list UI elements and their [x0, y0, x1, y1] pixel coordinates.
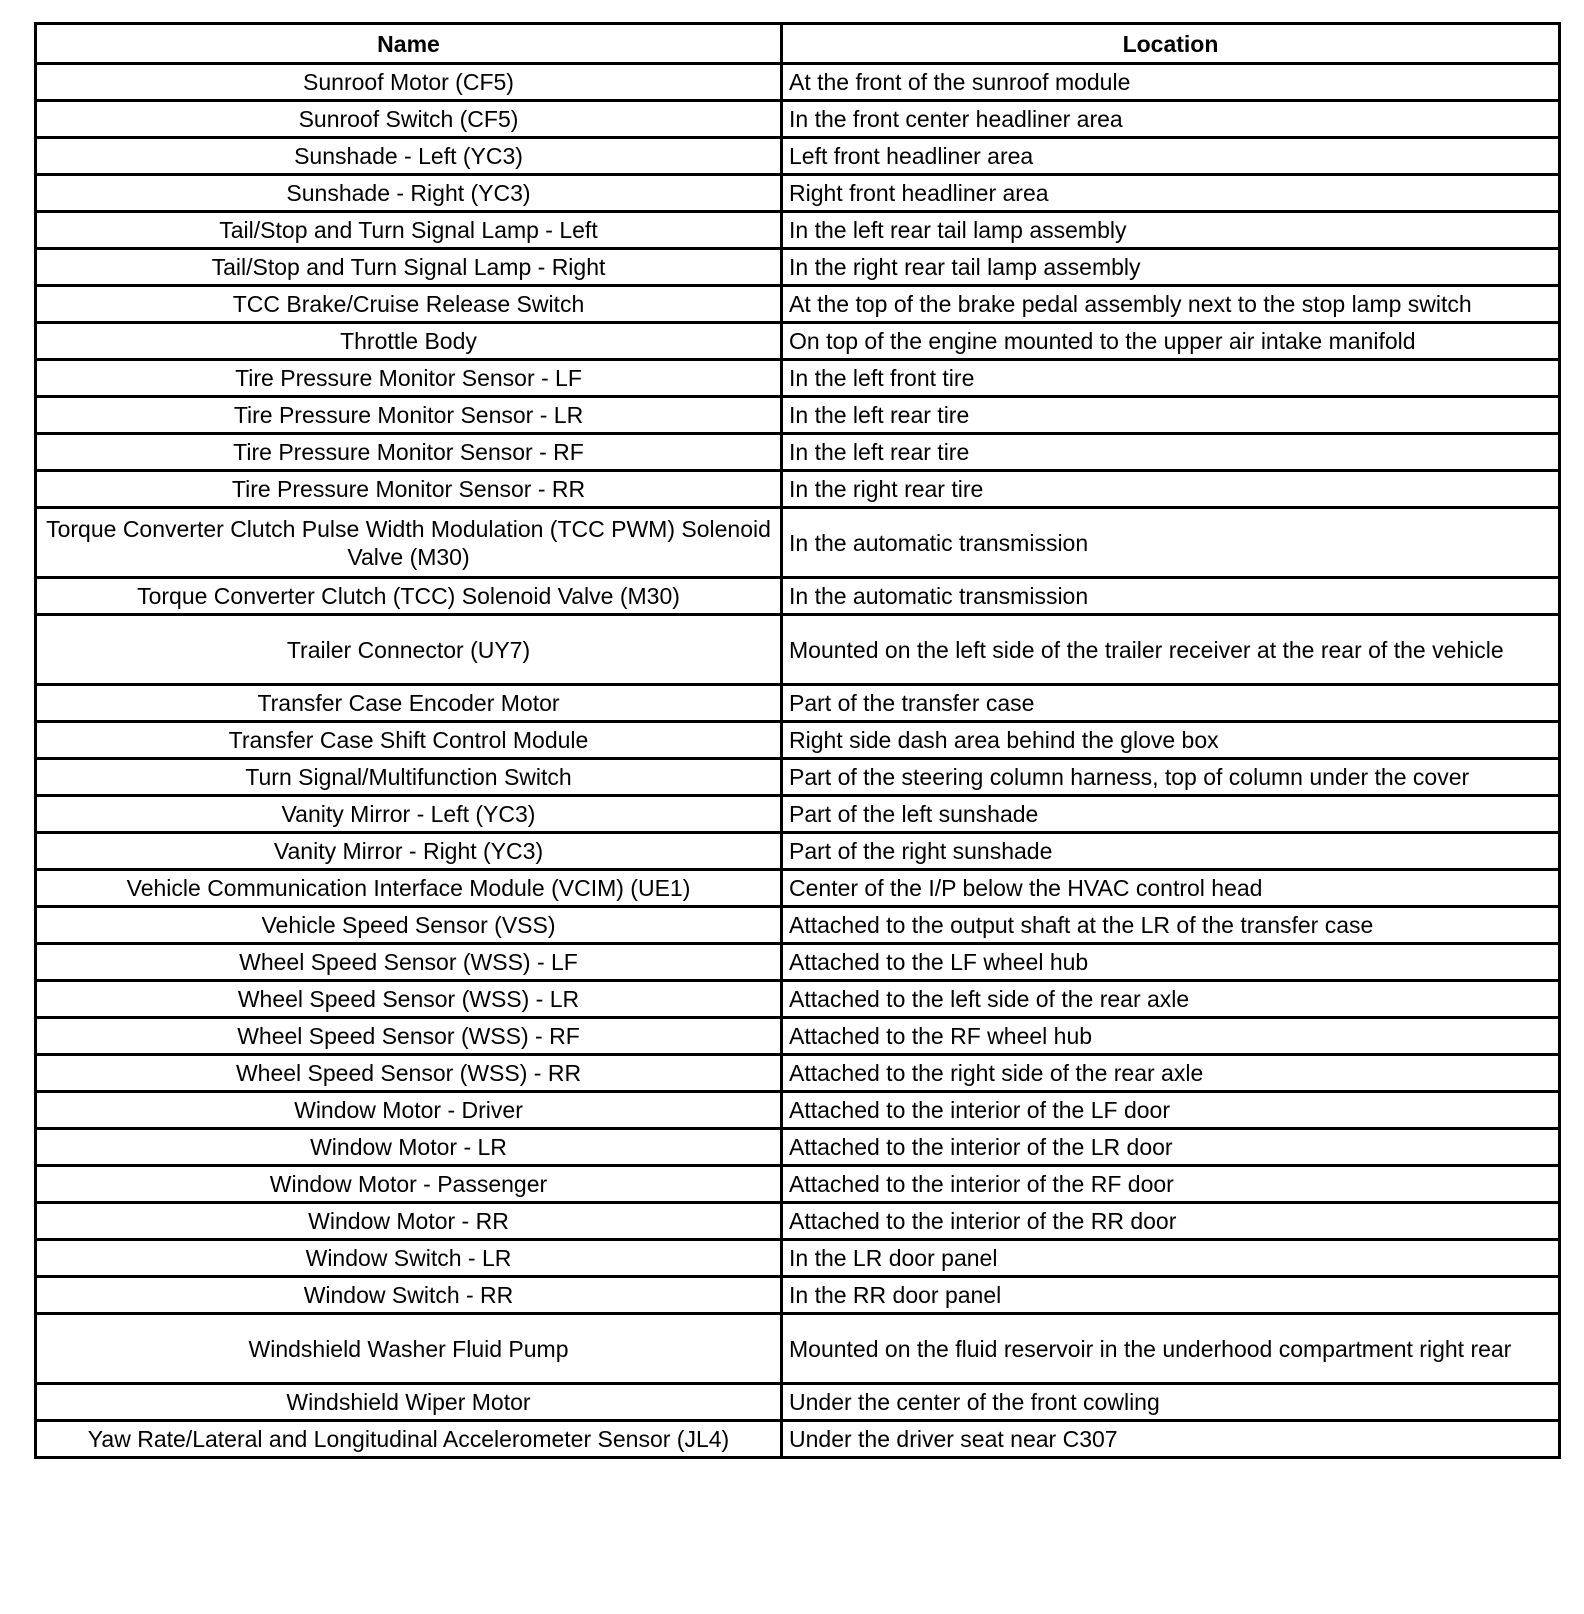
component-location-cell: Right front headliner area: [782, 175, 1560, 212]
component-name-cell: Window Motor - Passenger: [36, 1166, 782, 1203]
component-name-cell: Vanity Mirror - Right (YC3): [36, 833, 782, 870]
component-location-cell: Attached to the interior of the RR door: [782, 1203, 1560, 1240]
table-row: [36, 759, 1560, 796]
component-location-cell: Attached to the interior of the LR door: [782, 1129, 1560, 1166]
component-location-cell: Under the driver seat near C307: [782, 1421, 1560, 1458]
component-name-cell: Wheel Speed Sensor (WSS) - LF: [36, 944, 782, 981]
component-location-cell: Attached to the right side of the rear axle: [782, 1055, 1560, 1092]
component-name-cell: Turn Signal/Multifunction Switch: [36, 759, 782, 796]
component-location-cell: In the automatic transmission: [782, 508, 1560, 578]
component-location-cell: In the left rear tire: [782, 397, 1560, 434]
component-location-cell: Right side dash area behind the glove box: [782, 722, 1560, 759]
component-location-cell: At the front of the sunroof module: [782, 64, 1560, 101]
component-name-cell: Window Motor - LR: [36, 1129, 782, 1166]
table-row: [36, 101, 1560, 138]
table-row: [36, 249, 1560, 286]
component-name-cell: Window Motor - RR: [36, 1203, 782, 1240]
component-name-cell: Wheel Speed Sensor (WSS) - RR: [36, 1055, 782, 1092]
component-location-cell: Center of the I/P below the HVAC control head: [782, 870, 1560, 907]
component-name-cell: Tail/Stop and Turn Signal Lamp - Right: [36, 249, 782, 286]
component-location-cell: Part of the left sunshade: [782, 796, 1560, 833]
component-location-cell: In the front center headliner area: [782, 101, 1560, 138]
component-name-cell: Throttle Body: [36, 323, 782, 360]
component-location-cell: In the automatic transmission: [782, 578, 1560, 615]
table-row: [36, 212, 1560, 249]
component-location-cell: In the left rear tire: [782, 434, 1560, 471]
table-row: [36, 286, 1560, 323]
component-locator-sheet: [34, 22, 1558, 1459]
table-row: [36, 64, 1560, 101]
component-locator-table: [34, 22, 1561, 1459]
table-row: [36, 833, 1560, 870]
table-row: [36, 1055, 1560, 1092]
table-row: [36, 1166, 1560, 1203]
table-row: [36, 685, 1560, 722]
component-location-cell: In the LR door panel: [782, 1240, 1560, 1277]
component-location-cell: Attached to the output shaft at the LR of the transfer case: [782, 907, 1560, 944]
table-row: [36, 578, 1560, 615]
component-name-cell: Sunroof Motor (CF5): [36, 64, 782, 101]
component-location-cell: Attached to the interior of the RF door: [782, 1166, 1560, 1203]
component-name-cell: Torque Converter Clutch Pulse Width Modulation (TCC PWM) Solenoid Valve (M30): [36, 508, 782, 578]
component-name-cell: Sunshade - Left (YC3): [36, 138, 782, 175]
table-row: [36, 397, 1560, 434]
component-location-cell: In the left front tire: [782, 360, 1560, 397]
table-row: [36, 175, 1560, 212]
component-name-cell: Torque Converter Clutch (TCC) Solenoid Valve (M30): [36, 578, 782, 615]
table-row: [36, 722, 1560, 759]
component-name-cell: Tire Pressure Monitor Sensor - LR: [36, 397, 782, 434]
component-name-cell: Window Motor - Driver: [36, 1092, 782, 1129]
component-name-cell: Tail/Stop and Turn Signal Lamp - Left: [36, 212, 782, 249]
table-row: [36, 981, 1560, 1018]
component-location-cell: Mounted on the fluid reservoir in the underhood compartment right rear: [782, 1314, 1560, 1384]
table-row: [36, 796, 1560, 833]
component-location-cell: Attached to the left side of the rear axle: [782, 981, 1560, 1018]
component-location-cell: Attached to the interior of the LF door: [782, 1092, 1560, 1129]
component-name-cell: Wheel Speed Sensor (WSS) - LR: [36, 981, 782, 1018]
table-row: [36, 434, 1560, 471]
component-name-cell: Trailer Connector (UY7): [36, 615, 782, 685]
component-name-cell: Vehicle Communication Interface Module (VCIM) (UE1): [36, 870, 782, 907]
component-name-cell: Wheel Speed Sensor (WSS) - RF: [36, 1018, 782, 1055]
component-name-cell: Vanity Mirror - Left (YC3): [36, 796, 782, 833]
component-location-cell: In the RR door panel: [782, 1277, 1560, 1314]
table-row: [36, 944, 1560, 981]
component-name-cell: Tire Pressure Monitor Sensor - RR: [36, 471, 782, 508]
component-name-cell: Window Switch - RR: [36, 1277, 782, 1314]
table-row: [36, 1129, 1560, 1166]
table-row: [36, 138, 1560, 175]
component-name-cell: Transfer Case Encoder Motor: [36, 685, 782, 722]
component-location-cell: Under the center of the front cowling: [782, 1384, 1560, 1421]
table-row: [36, 870, 1560, 907]
table-row: [36, 1240, 1560, 1277]
table-body: [36, 64, 1560, 1458]
component-location-cell: Part of the right sunshade: [782, 833, 1560, 870]
table-row: [36, 1277, 1560, 1314]
table-row: [36, 1314, 1560, 1384]
component-location-cell: In the right rear tire: [782, 471, 1560, 508]
component-location-cell: Left front headliner area: [782, 138, 1560, 175]
component-name-cell: Tire Pressure Monitor Sensor - RF: [36, 434, 782, 471]
table-row: [36, 360, 1560, 397]
component-name-cell: Tire Pressure Monitor Sensor - LF: [36, 360, 782, 397]
component-location-cell: In the left rear tail lamp assembly: [782, 212, 1560, 249]
component-name-cell: Vehicle Speed Sensor (VSS): [36, 907, 782, 944]
component-location-cell: At the top of the brake pedal assembly next to the stop lamp switch: [782, 286, 1560, 323]
component-name-cell: Sunshade - Right (YC3): [36, 175, 782, 212]
component-name-cell: Sunroof Switch (CF5): [36, 101, 782, 138]
component-location-cell: Part of the steering column harness, top of column under the cover: [782, 759, 1560, 796]
component-location-cell: Attached to the LF wheel hub: [782, 944, 1560, 981]
component-location-cell: Mounted on the left side of the trailer receiver at the rear of the vehicle: [782, 615, 1560, 685]
table-row: [36, 1421, 1560, 1458]
table-row: [36, 323, 1560, 360]
component-name-cell: Transfer Case Shift Control Module: [36, 722, 782, 759]
table-header: [36, 24, 1560, 64]
component-name-cell: Yaw Rate/Lateral and Longitudinal Accelerometer Sensor (JL4): [36, 1421, 782, 1458]
table-row: [36, 1203, 1560, 1240]
component-name-cell: TCC Brake/Cruise Release Switch: [36, 286, 782, 323]
name-column-header: Name: [36, 24, 782, 64]
component-name-cell: Windshield Washer Fluid Pump: [36, 1314, 782, 1384]
table-row: [36, 907, 1560, 944]
location-column-header: Location: [782, 24, 1560, 64]
table-row: [36, 1018, 1560, 1055]
table-row: [36, 615, 1560, 685]
component-location-cell: Part of the transfer case: [782, 685, 1560, 722]
component-location-cell: In the right rear tail lamp assembly: [782, 249, 1560, 286]
component-location-cell: On top of the engine mounted to the upper air intake manifold: [782, 323, 1560, 360]
component-location-cell: Attached to the RF wheel hub: [782, 1018, 1560, 1055]
table-row: [36, 1092, 1560, 1129]
component-name-cell: Window Switch - LR: [36, 1240, 782, 1277]
header-row: [36, 24, 1560, 64]
table-row: [36, 508, 1560, 578]
table-row: [36, 471, 1560, 508]
component-name-cell: Windshield Wiper Motor: [36, 1384, 782, 1421]
table-row: [36, 1384, 1560, 1421]
